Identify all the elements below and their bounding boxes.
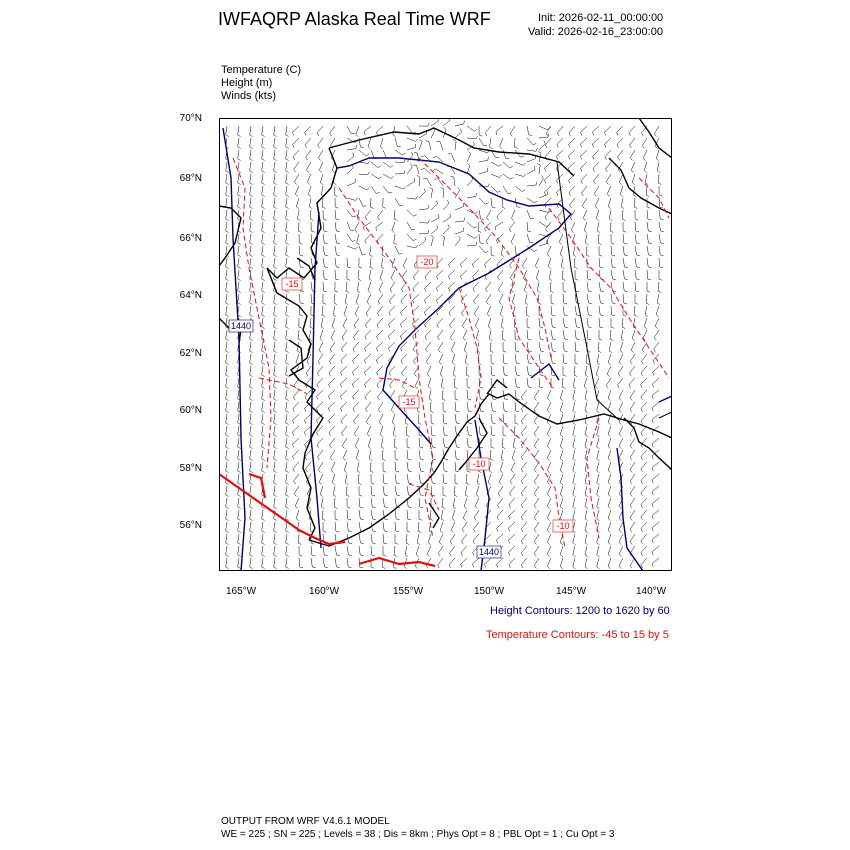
map-panel xyxy=(219,118,672,571)
height-label-1440-a xyxy=(229,320,253,332)
field-temperature-label: Temperature (C) xyxy=(221,64,302,76)
model-info-line1: OUTPUT FROM WRF V4.6.1 MODEL xyxy=(221,816,390,827)
lat-label-62: 62°N xyxy=(179,348,202,359)
field-height-label: Height (m) xyxy=(221,77,273,89)
temp-label-minus15-a xyxy=(282,278,302,290)
temp-label-minus20 xyxy=(417,256,437,268)
svg-text:-15: -15 xyxy=(402,397,416,407)
svg-text:1440: 1440 xyxy=(478,547,500,557)
height-label-1440-b xyxy=(477,546,501,558)
lon-label-150: 150°W xyxy=(474,586,505,597)
lon-label-160: 160°W xyxy=(309,586,340,597)
svg-text:-10: -10 xyxy=(472,459,486,469)
lat-label-56: 56°N xyxy=(179,520,202,531)
temp-label-minus15-b xyxy=(399,396,419,408)
svg-text:1440: 1440 xyxy=(230,321,252,331)
svg-text:-15: -15 xyxy=(285,279,299,289)
height-contour-legend: Height Contours: 1200 to 1620 by 60 xyxy=(490,605,670,617)
lat-label-70: 70°N xyxy=(179,113,202,124)
lat-label-58: 58°N xyxy=(179,463,202,474)
lon-label-145: 145°W xyxy=(556,586,587,597)
lon-label-140: 140°W xyxy=(636,586,667,597)
map-title: IWFAQRP Alaska Real Time WRF xyxy=(218,9,491,29)
temp-label-minus10-b xyxy=(553,520,573,532)
temperature-contour-legend: Temperature Contours: -45 to 15 by 5 xyxy=(486,629,669,641)
lat-label-66: 66°N xyxy=(179,233,202,244)
temp-label-minus10-a xyxy=(469,458,489,470)
model-info-line2: WE = 225 ; SN = 225 ; Levels = 38 ; Dis = 8km ; Phys Opt = 8 ; PBL Opt = 1 ; Cu Opt = 3 xyxy=(221,829,615,840)
svg-text:-10: -10 xyxy=(556,521,570,531)
lat-label-68: 68°N xyxy=(179,173,202,184)
lat-label-60: 60°N xyxy=(179,405,202,416)
lat-label-64: 64°N xyxy=(179,290,202,301)
init-time: Init: 2026-02-11_00:00:00 xyxy=(538,12,664,24)
valid-time: Valid: 2026-02-16_23:00:00 xyxy=(528,26,663,38)
field-winds-label: Winds (kts) xyxy=(221,90,276,102)
svg-text:-20: -20 xyxy=(420,257,434,267)
lon-label-165: 165°W xyxy=(226,586,257,597)
lon-label-155: 155°W xyxy=(393,586,424,597)
